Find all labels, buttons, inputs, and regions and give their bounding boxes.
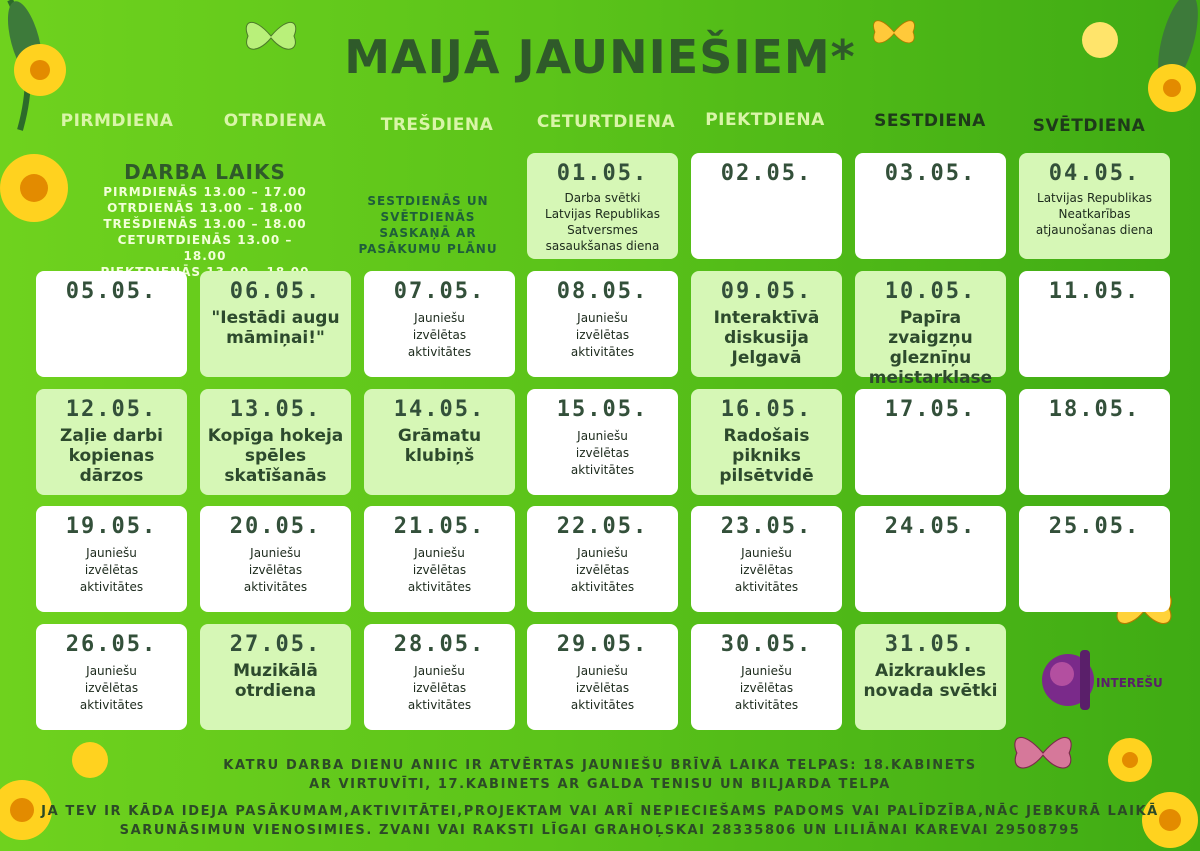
day-note-line: Jauniešu (577, 429, 628, 443)
day-note (527, 190, 678, 254)
day-date: 30.05. (720, 632, 813, 657)
day-cell (36, 624, 187, 730)
day-date: 17.05. (884, 397, 977, 422)
day-date: 22.05. (556, 514, 649, 539)
day-event-line: pikniks (732, 446, 801, 466)
day-note-line: Jauniešu (86, 546, 137, 560)
day-note-line: izvēlētas (739, 563, 794, 577)
interesu-logo (1040, 640, 1180, 720)
day-note-line: Jauniešu (577, 546, 628, 560)
day-cell (200, 271, 351, 377)
working-hours-line: CETURTDIENĀS 13.00 – 18.00 (117, 233, 293, 263)
day-cell (691, 271, 842, 377)
day-note-line: Jauniešu (577, 664, 628, 678)
day-header-saturday: SESTDIENA (874, 111, 986, 131)
day-cell (691, 506, 842, 612)
day-note-line: aktivitātes (570, 580, 635, 594)
day-date: 21.05. (393, 514, 486, 539)
footer-line: KATRU DARBA DIENU ANIIC IR ATVĒRTAS JAUNIEŠU BRĪVĀ LAIKA TELPAS: 18.KABINETS (223, 758, 977, 773)
day-note-line: izvēlētas (575, 328, 630, 342)
footer-line: JA TEV IR KĀDA IDEJA PASĀKUMAM,AKTIVITĀTEI,PROJEKTAM VAI ARĪ NEPIECIEŠAMS PADOMS VAI PALĪDZĪBA,NĀC JEBKURĀ LAIKĀ (41, 804, 1159, 819)
day-header-monday: PIRMDIENA (60, 111, 174, 131)
day-note-line: Jauniešu (414, 664, 465, 678)
day-note-line: aktivitātes (570, 463, 635, 477)
weekend-note (348, 193, 508, 257)
day-event-line: Zaļie darbi (60, 426, 163, 446)
day-event-line: diskusija (724, 328, 809, 348)
day-note-line: Jauniešu (414, 546, 465, 560)
day-event-line: Kopīga hokeja (207, 426, 344, 446)
day-note-line: Satversmes (567, 223, 638, 237)
logo-text: INTEREŠU (1096, 676, 1163, 690)
day-note-line: aktivitātes (570, 345, 635, 359)
day-note (691, 663, 842, 714)
working-hours-heading: DARBA LAIKS (124, 160, 286, 184)
day-cell (691, 389, 842, 495)
day-note-line: Jauniešu (414, 311, 465, 325)
working-hours-line: PIRMDIENĀS 13.00 – 17.00 (103, 185, 307, 199)
day-cell (364, 624, 515, 730)
sunflower-right-decoration (1060, 0, 1200, 170)
day-event-line: Grāmatu (397, 426, 482, 446)
day-date: 29.05. (556, 632, 649, 657)
day-cell (691, 624, 842, 730)
day-note-line: izvēlētas (84, 681, 139, 695)
day-note-line: izvēlētas (412, 563, 467, 577)
day-header-sunday: SVĒTDIENA (1032, 116, 1146, 136)
day-note-line: Neatkarības (1058, 207, 1131, 221)
day-date: 20.05. (229, 514, 322, 539)
day-note-line: aktivitātes (407, 345, 472, 359)
day-note-line: Jauniešu (741, 546, 792, 560)
day-event (36, 426, 187, 486)
day-date: 02.05. (720, 161, 813, 186)
day-cell (364, 506, 515, 612)
day-event-line: pilsētvidē (719, 466, 814, 486)
day-note (527, 545, 678, 596)
day-header-tuesday: OTRDIENA (223, 111, 327, 131)
day-note (36, 663, 187, 714)
day-header-wednesday: TREŠDIENA (380, 115, 494, 135)
day-cell (36, 506, 187, 612)
day-event-line: novada svētki (863, 681, 998, 701)
day-note-line: sasaukšanas diena (545, 239, 660, 253)
day-cell (527, 389, 678, 495)
day-note-line: Jauniešu (86, 664, 137, 678)
day-event-line: skatīšanās (224, 466, 327, 486)
day-event-line: Interaktīvā (713, 308, 820, 328)
day-cell (855, 506, 1006, 612)
day-date: 18.05. (1048, 397, 1141, 422)
day-date: 13.05. (229, 397, 322, 422)
day-cell (1019, 153, 1170, 259)
day-event (200, 661, 351, 701)
working-hours (100, 160, 310, 280)
day-date: 25.05. (1048, 514, 1141, 539)
day-date: 10.05. (884, 279, 977, 304)
day-note-line: izvēlētas (248, 563, 303, 577)
day-date: 03.05. (884, 161, 977, 186)
day-event-line: meistarklase (868, 368, 993, 388)
day-date: 08.05. (556, 279, 649, 304)
day-event (691, 426, 842, 486)
working-hours-line: TREŠDIENĀS 13.00 – 18.00 (103, 217, 307, 231)
day-event-line: kopienas (68, 446, 155, 466)
day-note-line: Latvijas Republikas (545, 207, 660, 221)
day-event-line: klubiņš (404, 446, 475, 466)
day-event-line: māmiņai!" (226, 328, 325, 348)
day-event-line: spēles (244, 446, 307, 466)
day-date: 07.05. (393, 279, 486, 304)
day-event (691, 308, 842, 368)
day-note (364, 310, 515, 361)
day-note-line: aktivitātes (734, 580, 799, 594)
day-event (855, 308, 1006, 388)
day-cell (855, 624, 1006, 730)
day-cell (855, 389, 1006, 495)
day-note (200, 545, 351, 596)
footer-line: SARUNĀSIMUN VIENOSIMIES. ZVANI VAI RAKSTI LĪGAI GRAHOĻSKAI 28335806 UN LILIĀNAI KAREVAI 29508795 (119, 823, 1081, 838)
day-event-line: Muzikālā (233, 661, 318, 681)
day-note-line: izvēlētas (575, 446, 630, 460)
day-event-line: Aizkraukles (875, 661, 986, 681)
day-date: 01.05. (556, 161, 649, 186)
day-note-line: izvēlētas (412, 328, 467, 342)
day-note-line: aktivitātes (79, 580, 144, 594)
day-event-line: Radošais (723, 426, 810, 446)
day-event-line: Jelgavā (731, 348, 802, 368)
day-date: 19.05. (65, 514, 158, 539)
day-note (691, 545, 842, 596)
day-note (364, 545, 515, 596)
day-note (527, 663, 678, 714)
day-date: 12.05. (65, 397, 158, 422)
day-note (364, 663, 515, 714)
day-date: 04.05. (1048, 161, 1141, 186)
day-event (200, 426, 351, 486)
day-cell (1019, 506, 1170, 612)
day-date: 23.05. (720, 514, 813, 539)
day-cell (364, 271, 515, 377)
day-note-line: Jauniešu (741, 664, 792, 678)
day-cell (200, 389, 351, 495)
day-date: 11.05. (1048, 279, 1141, 304)
day-date: 05.05. (65, 279, 158, 304)
day-cell (527, 624, 678, 730)
day-cell (855, 271, 1006, 388)
footer-info (0, 756, 1200, 794)
day-date: 31.05. (884, 632, 977, 657)
day-note-line: izvēlētas (575, 563, 630, 577)
day-event-line: dārzos (79, 466, 144, 486)
day-note-line: aktivitātes (570, 698, 635, 712)
footer-contact (0, 802, 1200, 840)
day-cell (36, 389, 187, 495)
day-header-thursday: CETURTDIENA (536, 112, 676, 132)
day-event-line: Papīra zvaigzņu (888, 308, 973, 348)
day-event (855, 661, 1006, 701)
day-event (200, 308, 351, 348)
day-event-line: "Iestādi augu (211, 308, 340, 328)
day-note-line: Latvijas Republikas (1037, 191, 1152, 205)
day-cell (200, 624, 351, 730)
day-cell (1019, 389, 1170, 495)
day-note-line: Jauniešu (577, 311, 628, 325)
day-date: 09.05. (720, 279, 813, 304)
day-note-line: aktivitātes (79, 698, 144, 712)
day-date: 27.05. (229, 632, 322, 657)
day-date: 06.05. (229, 279, 322, 304)
day-cell (527, 153, 678, 259)
day-cell (36, 271, 187, 377)
day-note-line: Darba svētki (564, 191, 641, 205)
day-note (1019, 190, 1170, 238)
day-note (527, 428, 678, 479)
day-cell (200, 506, 351, 612)
day-date: 24.05. (884, 514, 977, 539)
day-date: 16.05. (720, 397, 813, 422)
day-note-line: atjaunošanas diena (1035, 223, 1154, 237)
day-note-line: izvēlētas (412, 681, 467, 695)
day-note-line: aktivitātes (734, 698, 799, 712)
day-event-line: otrdiena (234, 681, 317, 701)
day-event (364, 426, 515, 466)
day-note-line: aktivitātes (243, 580, 308, 594)
working-hours-line: OTRDIENĀS 13.00 – 18.00 (107, 201, 303, 215)
day-note-line: aktivitātes (407, 698, 472, 712)
day-event-line: gleznīņu (889, 348, 972, 368)
day-cell (527, 271, 678, 377)
day-note-line: Jauniešu (250, 546, 301, 560)
day-note-line: izvēlētas (739, 681, 794, 695)
day-date: 14.05. (393, 397, 486, 422)
day-date: 26.05. (65, 632, 158, 657)
day-note-line: izvēlētas (84, 563, 139, 577)
page-title: MAIJĀ JAUNIEŠIEM* (344, 30, 856, 84)
day-note-line: izvēlētas (575, 681, 630, 695)
day-cell (691, 153, 842, 259)
day-date: 15.05. (556, 397, 649, 422)
day-cell (855, 153, 1006, 259)
day-cell (364, 389, 515, 495)
day-header-friday: PIEKTDIENA (705, 110, 825, 130)
day-note (36, 545, 187, 596)
day-note (527, 310, 678, 361)
day-cell (1019, 271, 1170, 377)
weekend-note-line: SASKAŅĀ AR (379, 226, 477, 240)
weekend-note-line: SESTDIENĀS UN (367, 194, 489, 208)
footer-line: AR VIRTUVĪTI, 17.KABINETS AR GALDA TENISU UN BILJARDA TELPA (309, 777, 891, 792)
weekend-note-line: PASĀKUMU PLĀNU (358, 242, 498, 256)
weekend-note-line: SVĒTDIENĀS (380, 210, 476, 224)
day-cell (527, 506, 678, 612)
day-note-line: aktivitātes (407, 580, 472, 594)
day-date: 28.05. (393, 632, 486, 657)
